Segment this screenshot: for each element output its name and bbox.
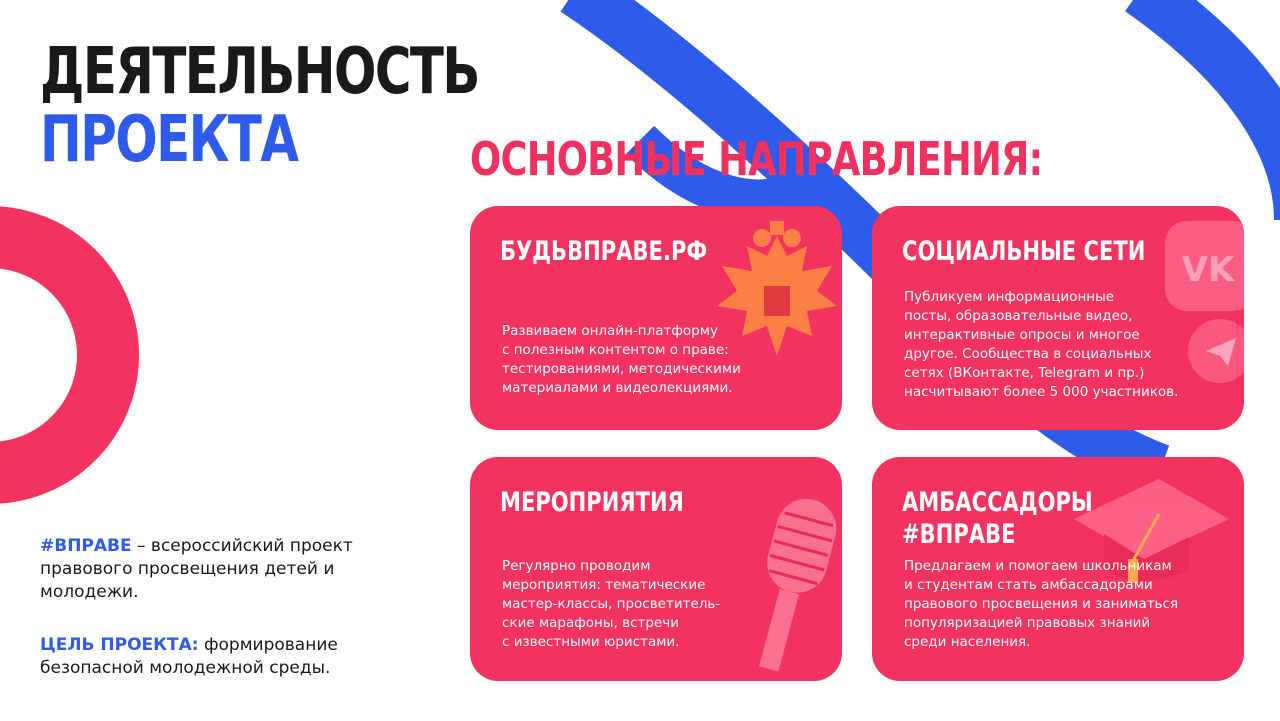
project-goal-text: формирование безопасной молодежной среды. [40, 635, 338, 678]
project-goal [40, 634, 420, 680]
page-title [40, 35, 479, 177]
page-title-line2: ПРОЕКТА [40, 103, 298, 177]
project-about-text: – всероссийский проект правового просвещения детей и молодежи. [40, 536, 353, 602]
blue-ribbon-shape-right [1140, 0, 1280, 220]
project-goal-label: ЦЕЛЬ ПРОЕКТА: [40, 635, 199, 655]
page-title-line1: ДЕЯТЕЛЬНОСТЬ [40, 35, 479, 109]
card-title: МЕРОПРИЯТИЯ [500, 487, 684, 518]
section-title: ОСНОВНЫЕ НАПРАВЛЕНИЯ: [470, 132, 1043, 186]
card-events [470, 457, 842, 681]
card-social-networks [872, 206, 1244, 430]
card-description: Регулярно проводим мероприятия: тематические мастер-классы, просветитель- ские марафоны, встречи с известными юристами. [502, 558, 721, 650]
project-hashtag: #ВПРАВЕ [40, 536, 132, 556]
project-about [40, 535, 420, 604]
card-description: Развиваем онлайн-платформу с полезным контентом о праве: тестированиями, методическими материалами и видеолекциями. [502, 323, 741, 396]
card-description: Публикуем информационные посты, образовательные видео, интерактивные опросы и многое другое. Сообщества в социальных сетях (ВКонтакте, Telegram и пр.) насчитывают более 5 000 участников. [904, 289, 1179, 400]
card-title: АМБАССАДОРЫ #ВПРАВЕ [902, 487, 1093, 550]
svg-text:VK: VK [1181, 250, 1235, 290]
card-title: БУДЬВПРАВЕ.РФ [500, 236, 708, 267]
card-budvprave [470, 206, 842, 430]
card-title: СОЦИАЛЬНЫЕ СЕТИ [902, 236, 1146, 267]
card-ambassadors [872, 457, 1244, 681]
card-description: Предлагаем и помогаем школьникам и студентам стать амбассадорами правового просвещения и заниматься популяризацией правовых знаний среди населения. [904, 558, 1179, 650]
pink-ring-shape [0, 237, 108, 473]
